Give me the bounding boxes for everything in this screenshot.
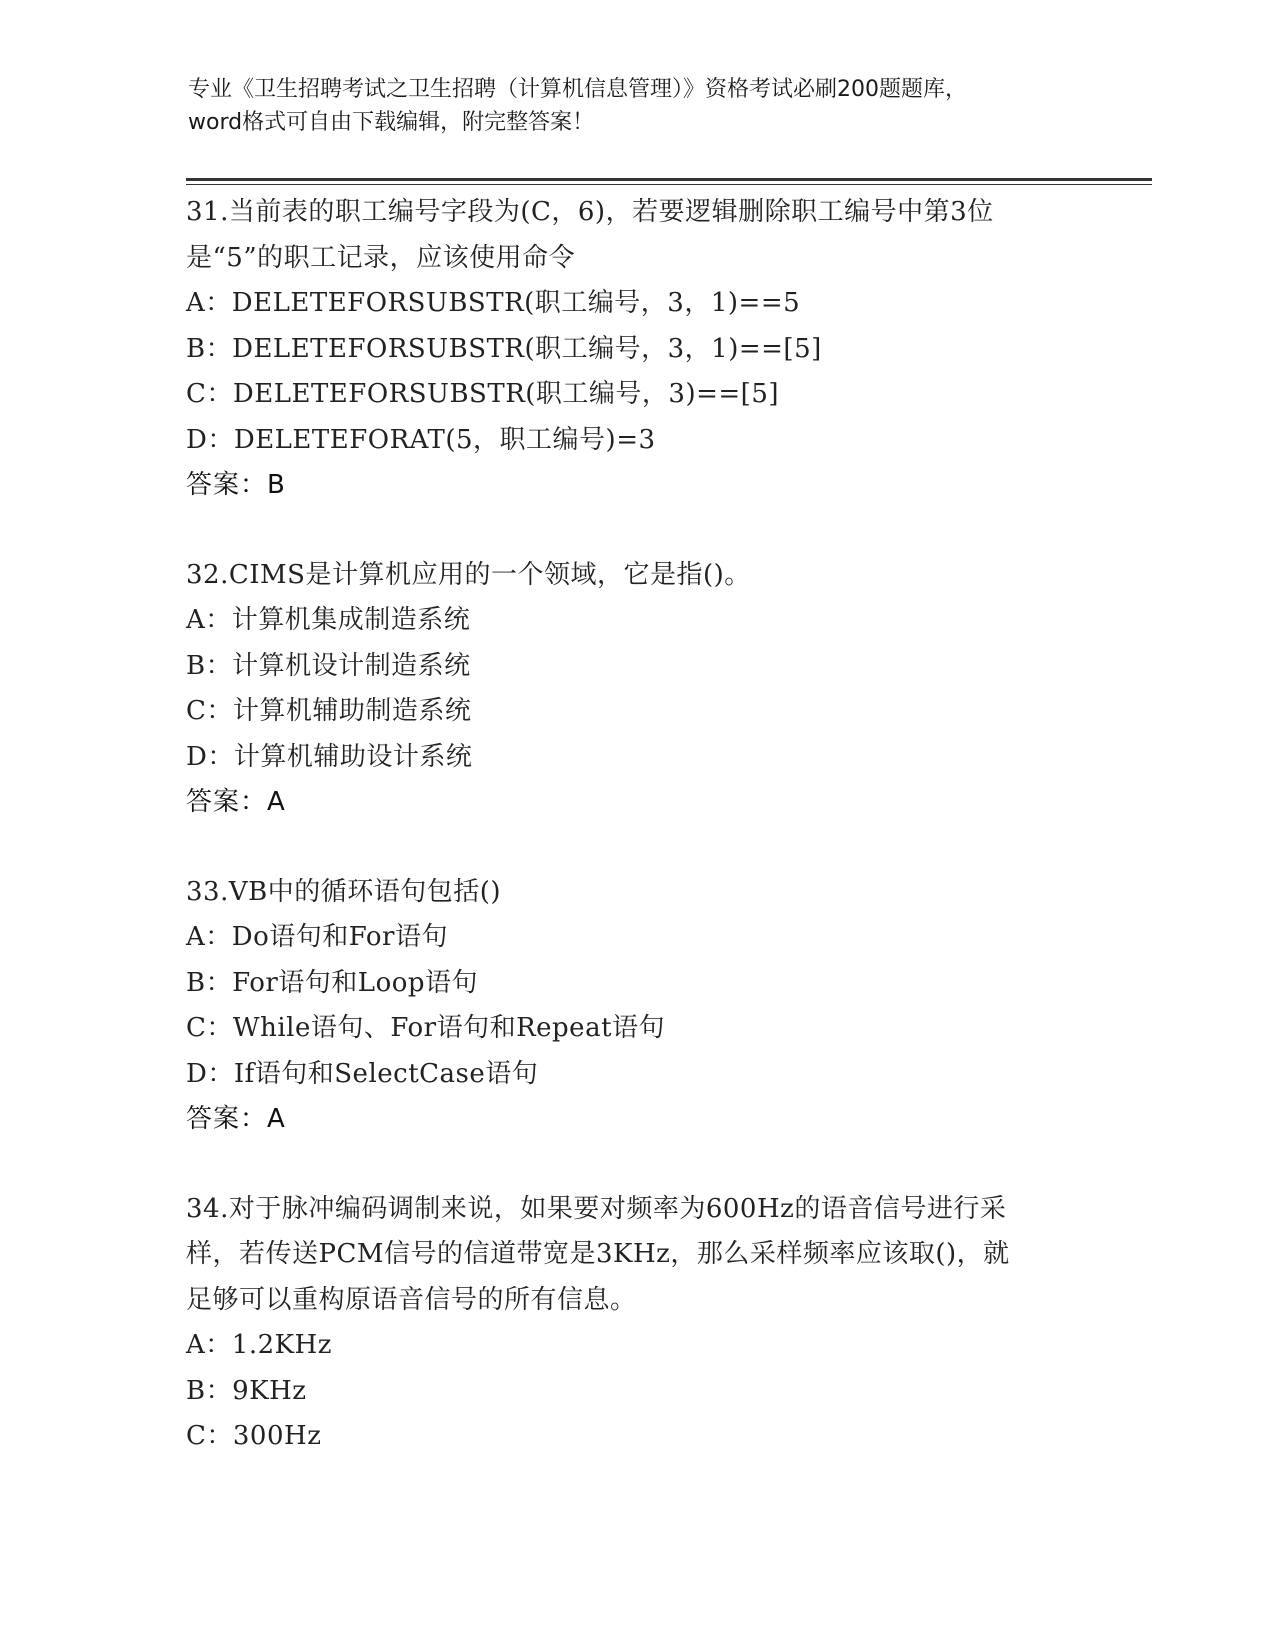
question-list bbox=[186, 190, 1076, 1504]
option-a: A：1.2KHz bbox=[186, 1330, 332, 1360]
option-b: B：9KHz bbox=[186, 1375, 307, 1406]
document-header bbox=[188, 73, 1088, 139]
question-33 bbox=[186, 870, 1076, 1143]
option-b: B：计算机设计制造系统 bbox=[186, 650, 471, 681]
option-c: C：While语句、For语句和Repeat语句 bbox=[186, 1013, 666, 1043]
header-title-line-1: 专业《卫生招聘考试之卫生招聘（计算机信息管理）》资格考试必刷200题题库， bbox=[188, 77, 967, 102]
header-title-line-2: word格式可自由下载编辑，附完整答案！ bbox=[188, 110, 595, 135]
question-stem: 31.当前表的职工编号字段为(C，6)，若要逻辑删除职工编号中第3位 bbox=[186, 197, 994, 227]
option-c: C：DELETEFORSUBSTR(职工编号，3)==[5] bbox=[186, 379, 780, 409]
header-divider-thin bbox=[186, 184, 1152, 185]
question-stem: 是“5”的职工记录，应该使用命令 bbox=[186, 242, 576, 273]
question-stem: 样，若传送PCM信号的信道带宽是3KHz，那么采样频率应该取()，就 bbox=[186, 1239, 1010, 1269]
option-d: D：计算机辅助设计系统 bbox=[186, 741, 473, 772]
option-a: A：计算机集成制造系统 bbox=[186, 605, 471, 635]
question-stem: 33.VB中的循环语句包括() bbox=[186, 876, 502, 907]
option-a: A：Do语句和For语句 bbox=[186, 922, 448, 952]
option-d: D：If语句和SelectCase语句 bbox=[186, 1058, 539, 1089]
question-stem: 34.对于脉冲编码调制来说，如果要对频率为600Hz的语音信号进行采 bbox=[186, 1193, 1007, 1224]
option-c: C：计算机辅助制造系统 bbox=[186, 696, 472, 726]
answer-label: 答案：B bbox=[186, 470, 286, 500]
question-stem: 32.CIMS是计算机应用的一个领域，它是指()。 bbox=[186, 559, 751, 590]
header-divider-thick bbox=[186, 178, 1152, 181]
question-31 bbox=[186, 190, 1076, 509]
option-b: B：DELETEFORSUBSTR(职工编号，3，1)==[5] bbox=[186, 333, 822, 364]
option-c: C：300Hz bbox=[186, 1421, 322, 1451]
option-b: B：For语句和Loop语句 bbox=[186, 967, 479, 998]
option-a: A：DELETEFORSUBSTR(职工编号，3，1)==5 bbox=[186, 288, 801, 318]
question-stem: 足够可以重构原语音信号的所有信息。 bbox=[186, 1284, 637, 1315]
answer-label: 答案：A bbox=[186, 787, 286, 817]
question-32 bbox=[186, 553, 1076, 826]
question-34 bbox=[186, 1187, 1076, 1460]
option-d: D：DELETEFORAT(5，职工编号)=3 bbox=[186, 424, 656, 455]
answer-label: 答案：A bbox=[186, 1104, 286, 1134]
